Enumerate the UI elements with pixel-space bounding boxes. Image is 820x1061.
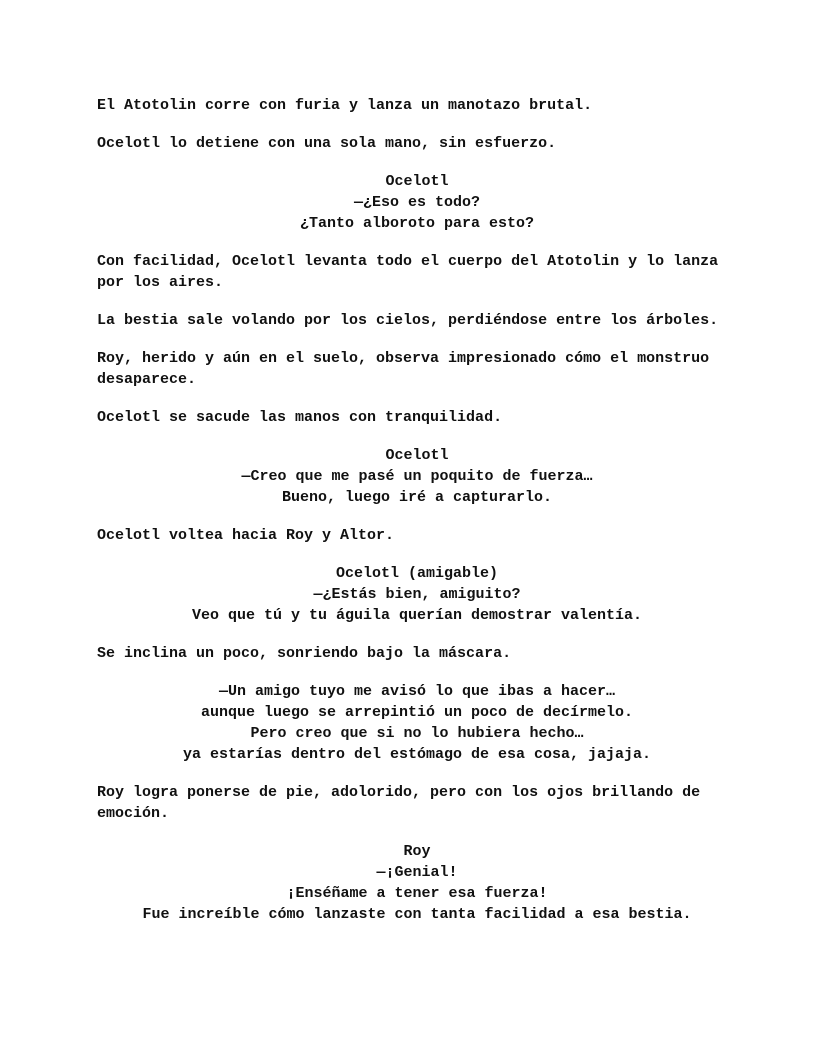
script-content	[97, 95, 737, 942]
dialogue-line: —¿Estás bien, amiguito?	[313, 586, 521, 603]
action-line: Ocelotl voltea hacia Roy y Altor.	[97, 527, 395, 544]
action-line: Roy logra ponerse de pie, adolorido, pero con los ojos brillando de emoción.	[97, 784, 701, 822]
character-name: Roy	[403, 843, 431, 860]
action-line: Roy, herido y aún en el suelo, observa impresionado cómo el monstruo desaparece.	[97, 350, 710, 388]
dialogue-block	[97, 841, 737, 925]
dialogue-block	[97, 445, 737, 508]
action-line: El Atotolin corre con furia y lanza un manotazo brutal.	[97, 97, 593, 114]
action-line: La bestia sale volando por los cielos, perdiéndose entre los árboles.	[97, 312, 719, 329]
character-name: Ocelotl	[385, 447, 449, 464]
character-name: Ocelotl	[385, 173, 449, 190]
dialogue-line: —¿Eso es todo?	[353, 194, 481, 211]
dialogue-line: —¡Genial!	[376, 864, 458, 881]
action-line: Se inclina un poco, sonriendo bajo la máscara.	[97, 645, 512, 662]
dialogue-line: ¡Enséñame a tener esa fuerza!	[286, 885, 548, 902]
dialogue-line: aunque luego se arrepintió un poco de decírmelo.	[200, 704, 634, 721]
dialogue-line: —Creo que me pasé un poquito de fuerza…	[241, 468, 593, 485]
character-name: Ocelotl (amigable)	[335, 565, 499, 582]
dialogue-line: Bueno, luego iré a capturarlo.	[281, 489, 553, 506]
dialogue-line: —Un amigo tuyo me avisó lo que ibas a hacer…	[218, 683, 616, 700]
action-line: Con facilidad, Ocelotl levanta todo el cuerpo del Atotolin y lo lanza por los aires.	[97, 253, 719, 291]
action-line: Ocelotl lo detiene con una sola mano, sin esfuerzo.	[97, 135, 557, 152]
dialogue-block	[97, 563, 737, 626]
dialogue-line: Fue increíble cómo lanzaste con tanta facilidad a esa bestia.	[142, 906, 692, 923]
dialogue-line: Pero creo que si no lo hubiera hecho…	[250, 725, 584, 742]
dialogue-line: ¿Tanto alboroto para esto?	[299, 215, 535, 232]
dialogue-block	[97, 681, 737, 765]
dialogue-line: Veo que tú y tu águila querían demostrar valentía.	[191, 607, 643, 624]
dialogue-block	[97, 171, 737, 234]
dialogue-line: ya estarías dentro del estómago de esa cosa, jajaja.	[182, 746, 652, 763]
action-line: Ocelotl se sacude las manos con tranquilidad.	[97, 409, 503, 426]
